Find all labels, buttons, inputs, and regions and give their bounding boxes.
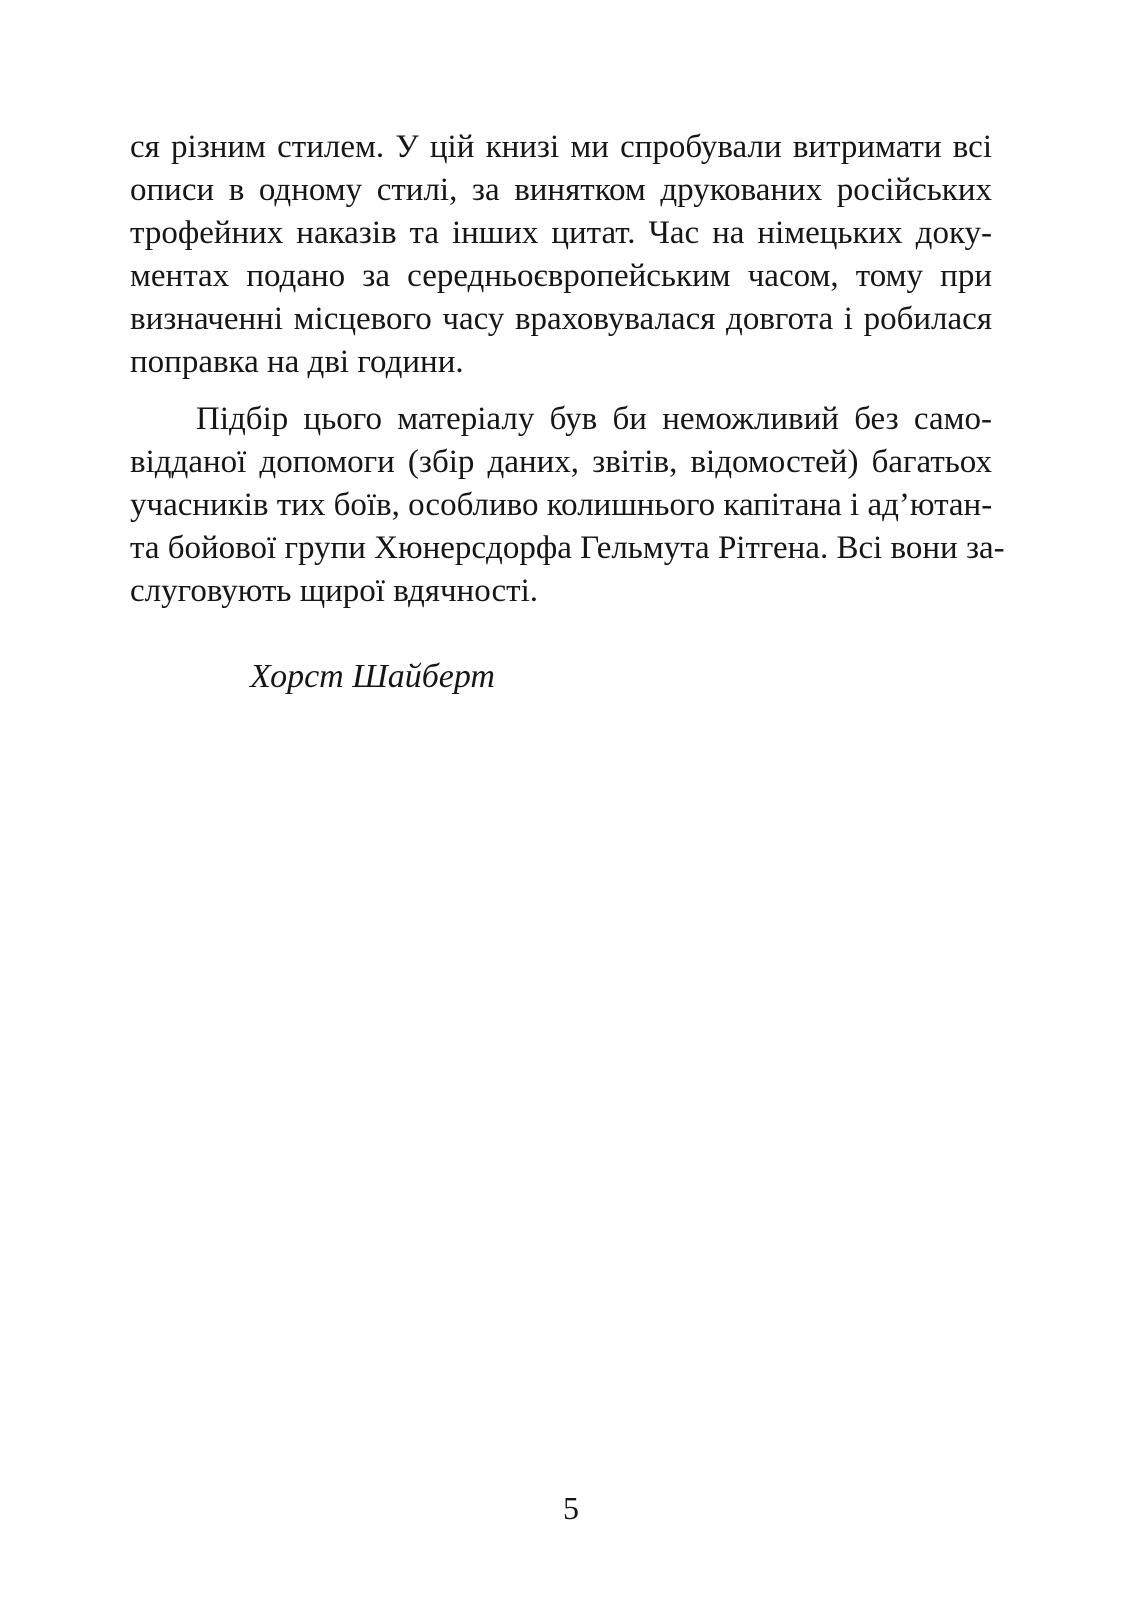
text-line: учасників тих боїв, особливо колишнього капітана і ад’ютан- (130, 487, 993, 523)
text-line: поправка на дві години. (130, 344, 464, 380)
text-line: визначенні місцевого часу враховувалася довгота і робилася (130, 301, 992, 337)
text-line: трофейних наказів та інших цитат. Час на німецьких доку- (130, 215, 992, 251)
text-line: слуговують щирої вдячності. (130, 573, 539, 609)
author-signature: Хорст Шайберт (250, 658, 495, 695)
text-line: та бойової групи Хюнерсдорфа Гельмута Рітгена. Всі вони за- (130, 530, 1005, 566)
text-line: Підбір цього матеріалу був би неможливий без само- (196, 401, 992, 437)
text-line: описи в одному стилі, за винятком друкованих російських (130, 172, 992, 208)
text-line: відданої допомоги (збір даних, звітів, відомостей) багатьох (130, 444, 992, 480)
page-number: 5 (563, 1490, 579, 1526)
paragraph (130, 398, 1005, 613)
main-text-block (130, 126, 1005, 698)
text-line: ментах подано за середньоєвропейським часом, тому при (130, 258, 992, 294)
paragraph (130, 126, 992, 384)
text-line: ся різним стилем. У цій книзі ми спробували витримати всі (130, 129, 992, 165)
